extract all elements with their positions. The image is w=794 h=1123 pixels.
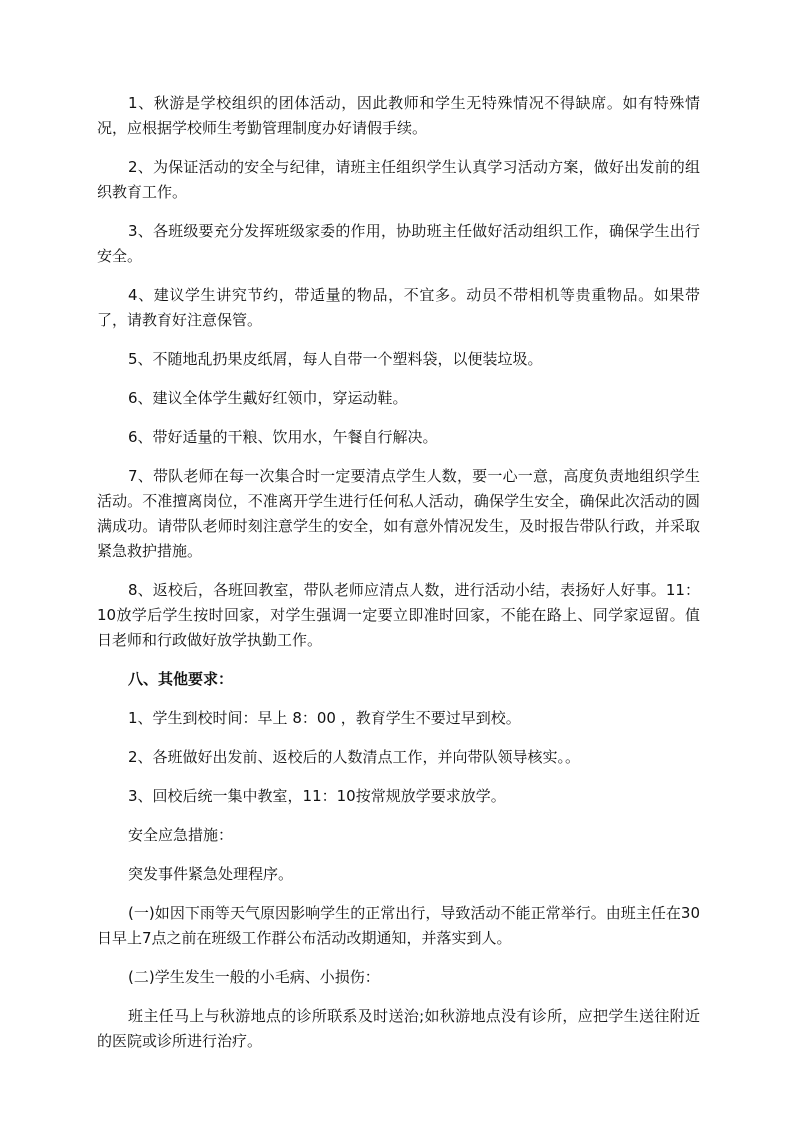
paragraph-belongings: 4、建议学生讲究节约，带适量的物品，不宜多。动员不带相机等贵重物品。如果带了，请教育好注意保管。 <box>97 286 700 329</box>
paragraph-teacher-duties: 7、带队老师在每一次集合时一定要清点学生人数，要一心一意，高度负责地组织学生活动。不准擅离岗位，不准离开学生进行任何私人活动，确保学生安全，确保此次活动的圆满成功。请带队老师时刻注意学生的安全，如有意外情况发生，及时报告带队行政，并采取紧急救护措施。 <box>97 467 700 560</box>
paragraph-clinic: 班主任马上与秋游地点的诊所联系及时送治;如秋游地点没有诊所，应把学生送往附近的医院或诊所进行治疗。 <box>97 1007 700 1050</box>
paragraph-arrival-time: 1、学生到校时间：早上 8：00 ，教育学生不要过早到校。 <box>128 709 521 727</box>
paragraph-parent-committee: 3、各班级要充分发挥班级家委的作用，协助班主任做好活动组织工作，确保学生出行安全。 <box>97 222 700 265</box>
paragraph-return: 8、返校后，各班回教室，带队老师应清点人数，进行活动小结，表扬好人好事。11：10放学后学生按时回家，对学生强调一定要立即准时回家，不能在路上、同学家逗留。值日老师和行政做好放学执勤工作。 <box>97 581 700 649</box>
paragraph-litter: 5、不随地乱扔果皮纸屑，每人自带一个塑料袋，以便装垃圾。 <box>128 350 543 368</box>
paragraph-emergency-procedure: 突发事件紧急处理程序。 <box>128 865 294 883</box>
section-heading-other-requirements: 八、其他要求： <box>128 670 234 688</box>
paragraph-dismissal: 3、回校后统一集中教室，11：10按常规放学要求放学。 <box>128 787 506 805</box>
paragraph-discipline: 2、为保证活动的安全与纪律，请班主任组织学生认真学习活动方案，做好出发前的组织教育工作。 <box>97 158 700 201</box>
paragraph-minor-injury: (二)学生发生一般的小毛病、小损伤： <box>128 968 380 986</box>
paragraph-attendance: 1、秋游是学校组织的团体活动，因此教师和学生无特殊情况不得缺席。如有特殊情况，应根据学校师生考勤管理制度办好请假手续。 <box>97 94 700 137</box>
paragraph-weather: (一)如因下雨等天气原因影响学生的正常出行，导致活动不能正常举行。由班主任在30日早上7点之前在班级工作群公布活动改期通知，并落实到人。 <box>97 904 700 947</box>
paragraph-safety-measures: 安全应急措施： <box>128 826 234 844</box>
paragraph-food: 6、带好适量的干粮、饮用水，午餐自行解决。 <box>128 428 438 446</box>
paragraph-headcount: 2、各班做好出发前、返校后的人数清点工作，并向带队领导核实。。 <box>128 748 581 766</box>
paragraph-dress: 6、建议全体学生戴好红领巾，穿运动鞋。 <box>128 389 408 407</box>
document-body <box>97 91 700 1068</box>
